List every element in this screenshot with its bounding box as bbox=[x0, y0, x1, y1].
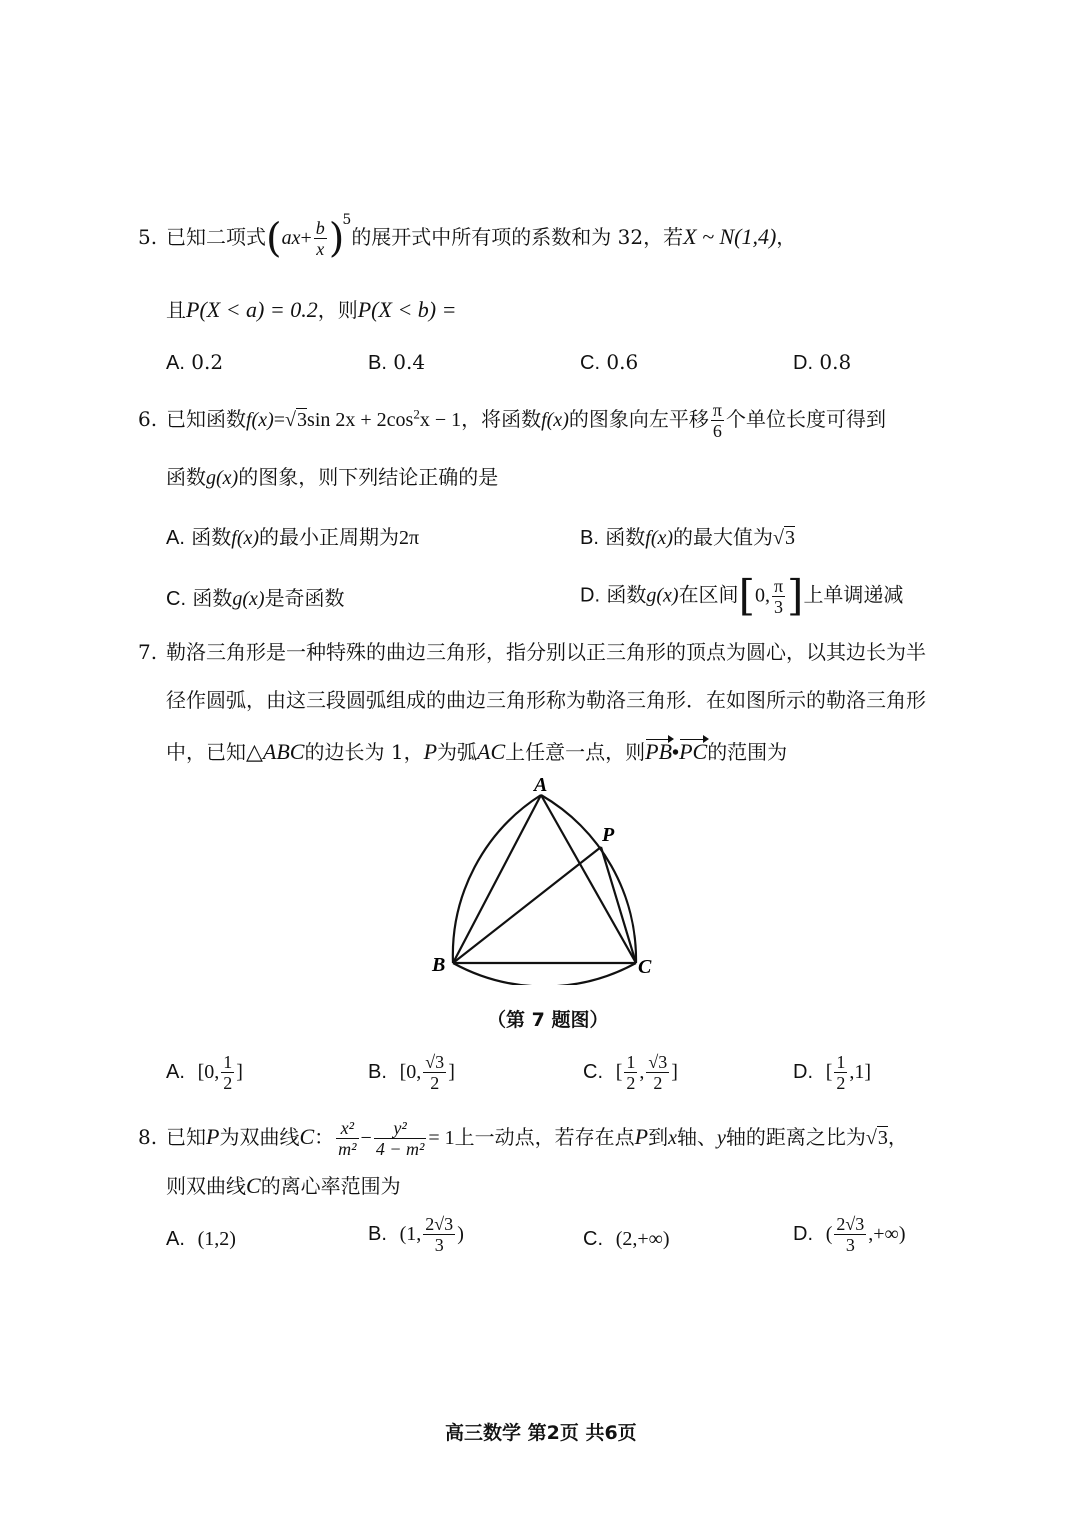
vector-pc: PC bbox=[679, 739, 708, 764]
q6-fx: f(x) bbox=[246, 409, 274, 431]
q6-gx: g(x) bbox=[206, 467, 239, 489]
q7-line2: 径作圆弧，由这三段圆弧组成的曲边三角形称为勒洛三角形．在如图所示的勒洛三角形 bbox=[166, 688, 926, 712]
q7-option-b[interactable]: B. [0, $\frac{√3}{2}$ ] bbox=[368, 1052, 455, 1093]
q8-option-d[interactable]: D. ( $\frac{2√3}{3}$ ,+∞) bbox=[793, 1214, 906, 1255]
q6-option-c[interactable]: C. 函数g(x)是奇函数 bbox=[166, 586, 345, 610]
q7-line3: 中，已知△ABC的边长为 1，P为弧AC上任意一点，则PB•PC的范围为 bbox=[166, 739, 788, 764]
segment-ac bbox=[541, 795, 636, 963]
label-b: B bbox=[432, 954, 446, 976]
q8-fraction-y: $\frac{\text{y²}}{\text{4 − m²}}$ bbox=[375, 1118, 425, 1159]
q8-option-a[interactable]: A. (1,2) bbox=[166, 1228, 236, 1250]
label-p: P bbox=[602, 824, 615, 846]
q7-option-d[interactable]: D. [ $\frac{1}{2}$ ,1] bbox=[793, 1052, 872, 1093]
q7-number: 7. bbox=[138, 640, 158, 664]
q5-distribution: X ~ N(1,4) bbox=[683, 224, 777, 249]
q5-line1: 5. 已知二项式(ax+ $\frac{b}{x}$ )$^5$的展开式中所有项的系数和为 32，若X ~ N(1,4)， bbox=[138, 212, 797, 262]
q5-option-a[interactable]: A. 0.2 bbox=[166, 350, 224, 374]
q6-line2: 函数g(x)的图象，则下列结论正确的是 bbox=[166, 465, 499, 489]
q5-option-c[interactable]: C. 0.6 bbox=[580, 350, 639, 374]
arc-bc bbox=[453, 963, 636, 985]
label-a: A bbox=[534, 775, 548, 796]
q5-line2: 且P(X < a) = 0.2，则P(X < b) = bbox=[166, 297, 457, 322]
q8-option-c[interactable]: C. (2,+∞) bbox=[583, 1228, 670, 1250]
segment-ab bbox=[453, 795, 541, 963]
q8-option-b[interactable]: B. (1, $\frac{2√3}{3}$ ) bbox=[368, 1214, 464, 1255]
q6-option-b[interactable]: B. 函数f(x)的最大值为√3 bbox=[580, 525, 796, 549]
q5-option-d[interactable]: D. 0.8 bbox=[793, 350, 852, 374]
q6-shift-fraction: $\frac{\pi}{6}$ bbox=[712, 400, 722, 441]
q5-condition-1: P(X < a) = 0.2 bbox=[186, 297, 318, 322]
q7-option-a[interactable]: A. [0, $\frac{1}{2}$ ] bbox=[166, 1052, 243, 1093]
q5-number: 5. bbox=[138, 225, 158, 249]
q6-line1: 6. 已知函数f(x)=√3sin $2x + 2\cos^2x - 1$，将函数f(x)的图象向左平移 $\frac{\pi}{6}$ 个单位长度可得到 bbox=[138, 400, 886, 441]
q6-number: 6. bbox=[138, 407, 158, 431]
q5-expr-a: ax bbox=[281, 227, 301, 249]
q7-option-c[interactable]: C. [ $\frac{1}{2}$ , $\frac{√3}{2}$ ] bbox=[583, 1052, 678, 1093]
q5-fraction: $\frac{b}{x}$ bbox=[315, 218, 325, 259]
q8-fraction-x: $\frac{\text{x²}}{\text{m²}}$ bbox=[338, 1118, 357, 1159]
q5-option-b[interactable]: B. 0.4 bbox=[368, 350, 426, 374]
q6-option-a[interactable]: A. 函数f(x)的最小正周期为2π bbox=[166, 525, 420, 549]
q6-sqrt3: √3 bbox=[285, 409, 308, 431]
q5-text-a: 已知二项式 bbox=[166, 225, 266, 249]
q8-line2: 则双曲线C的离心率范围为 bbox=[166, 1173, 401, 1198]
vector-pb: PB bbox=[645, 739, 673, 764]
page-footer: 高三数学 第2页 共6页 bbox=[445, 1422, 637, 1444]
q6-option-d[interactable]: D. 函数g(x)在区间[0, $\frac{\pi}{3}$ ]上单调递减 bbox=[580, 571, 904, 620]
q5-condition-2: P(X < b) = bbox=[357, 297, 457, 322]
q7-line1: 7. 勒洛三角形是一种特殊的曲边三角形，指分别以正三角形的顶点为圆心，以其边长为半 bbox=[138, 640, 926, 664]
label-c: C bbox=[638, 956, 652, 978]
reuleaux-triangle-figure bbox=[420, 775, 670, 985]
q8-line1: 8. 已知P为双曲线C： $\frac{\text{x²}}{\text{m²}}$ − $\frac{\text{y²}}{\text{4 − m²}}$ = 1上一动点，若存在点P到x轴、y轴的距离之比为√3， bbox=[138, 1118, 908, 1159]
q5-text-b: 的展开式中所有项的系数和为 32，若 bbox=[351, 225, 684, 249]
q8-number: 8. bbox=[138, 1125, 158, 1149]
segment-pc bbox=[601, 847, 636, 963]
figure-caption: （第 7 题图） bbox=[487, 1009, 609, 1031]
q7-triangle: △ABC bbox=[246, 739, 305, 764]
q5-power: 5 bbox=[342, 212, 352, 228]
